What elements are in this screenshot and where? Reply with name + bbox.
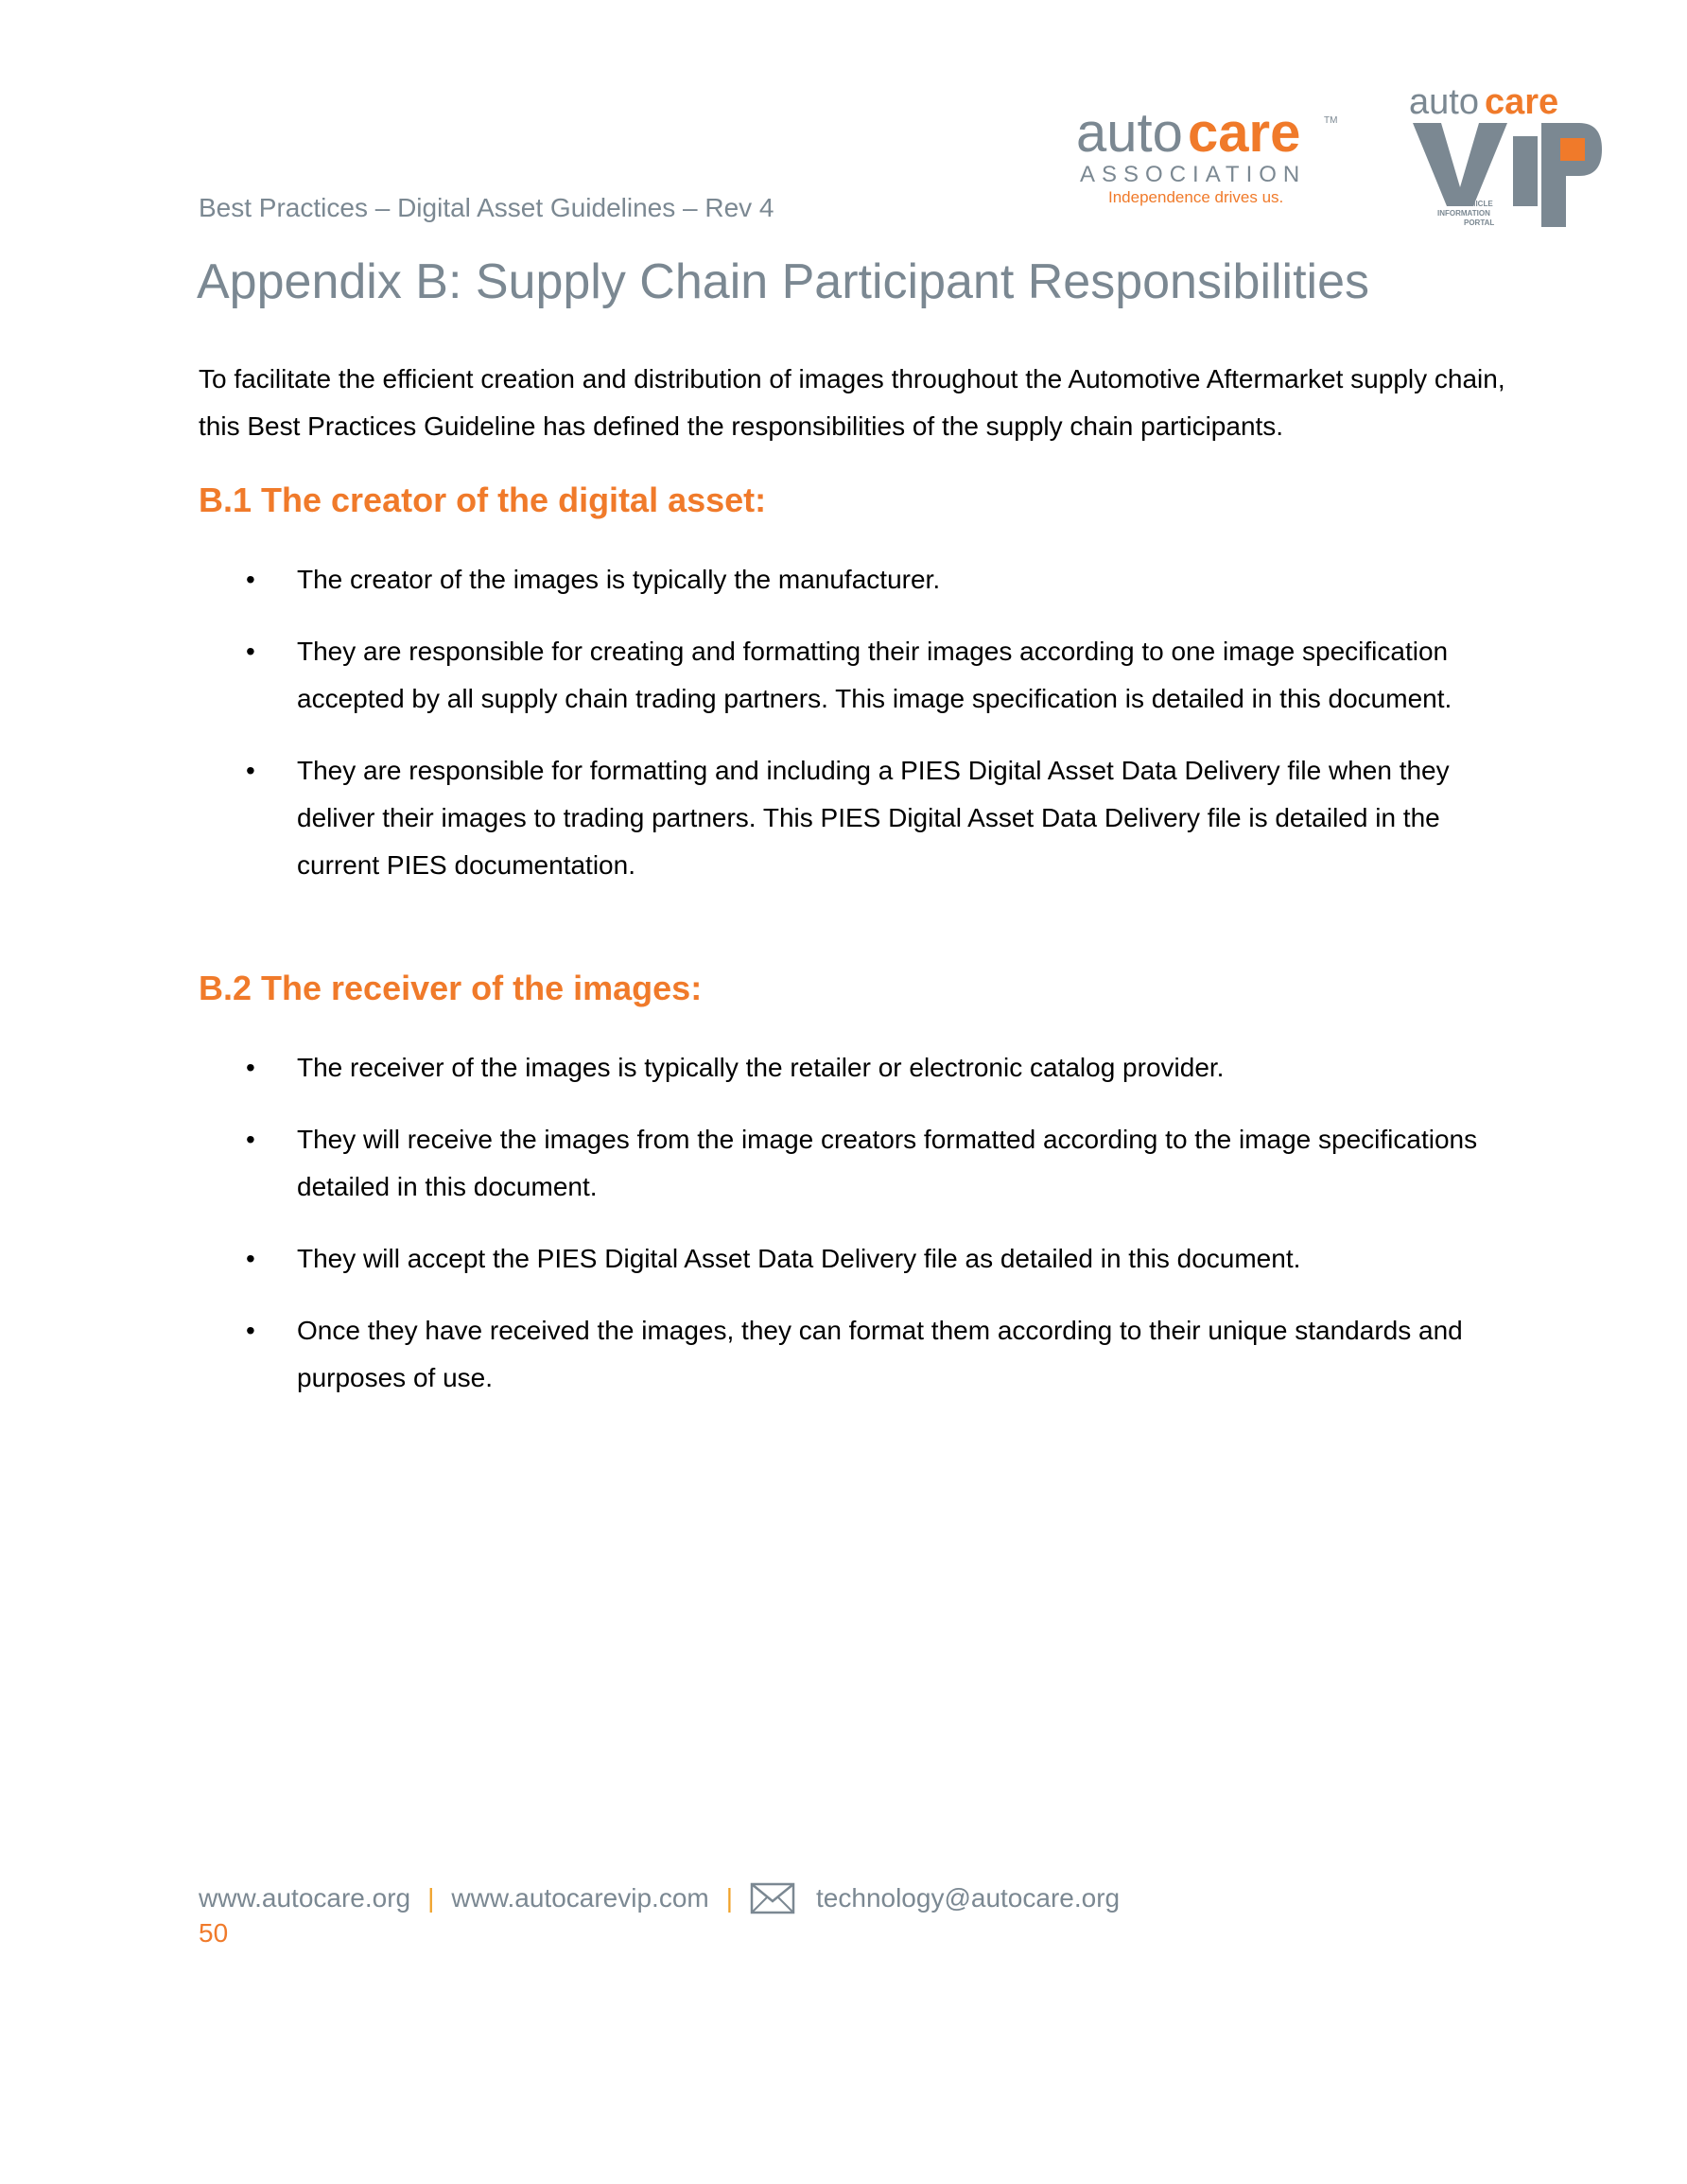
autocare-association-logo (1076, 102, 1343, 208)
vip-logo-care-text: care (1485, 82, 1559, 122)
list-item-text: The receiver of the images is typically the retailer or electronic catalog provider. (297, 1053, 1225, 1082)
page-footer (199, 1882, 1120, 1914)
list-item (199, 1307, 1513, 1402)
bullet-icon: • (246, 1053, 255, 1082)
bullet-icon: • (246, 637, 255, 666)
section-heading-b2: B.2 The receiver of the images: (199, 969, 703, 1007)
page-number: 50 (199, 1918, 229, 1948)
footer-website-autocarevip-link[interactable]: www.autocarevip.com (451, 1883, 709, 1913)
bullet-icon: • (246, 565, 255, 594)
list-item-text: The creator of the images is typically the manufacturer. (297, 565, 941, 594)
vip-v-shape (1413, 123, 1507, 206)
vip-line2-text: INFORMATION (1437, 209, 1490, 218)
bullet-icon: • (246, 1316, 255, 1345)
list-item-text: They are responsible for formatting and including a PIES Digital Asset Data Delivery file when they deliver their images to trading partners. This PIES Digital Asset Data Delivery file is detailed in the current PIES documentation. (297, 756, 1450, 880)
vip-i-shape (1513, 136, 1538, 206)
list-item (199, 1044, 1513, 1092)
section-heading-b1: B.1 The creator of the digital asset: (199, 480, 767, 519)
bullet-icon: • (246, 1244, 255, 1273)
list-item-text: They are responsible for creating and formatting their images according to one image specification accepted by all supply chain trading partners. This image specification is detailed in this document. (297, 637, 1452, 713)
list-item (199, 747, 1513, 889)
autocare-vip-logo (1409, 81, 1604, 233)
bullet-icon: • (246, 1125, 255, 1154)
bullet-list-b2 (199, 1044, 1513, 1426)
logo-auto-text: auto (1076, 102, 1183, 164)
vip-logo-auto-text: auto (1409, 82, 1479, 122)
vip-line3-text: PORTAL (1464, 218, 1495, 227)
footer-separator: | (427, 1883, 435, 1913)
footer-website-autocare-link[interactable]: www.autocare.org (199, 1883, 411, 1913)
list-item (199, 1235, 1513, 1283)
bullet-icon: • (246, 756, 255, 785)
logo-tagline-text: Independence drives us. (1108, 188, 1284, 206)
page-title: Appendix B: Supply Chain Participant Responsibilities (197, 254, 1370, 309)
list-item-text: They will accept the PIES Digital Asset Data Delivery file as detailed in this document. (297, 1244, 1301, 1273)
list-item (199, 1116, 1513, 1211)
footer-separator: | (725, 1883, 734, 1913)
list-item-text: They will receive the images from the image creators formatted according to the image specifications detailed in this document. (297, 1125, 1478, 1201)
list-item (199, 628, 1513, 723)
bullet-list-b1 (199, 556, 1513, 914)
list-item-text: Once they have received the images, they can format them according to their unique standards and purposes of use. (297, 1316, 1463, 1392)
logo-tm-text: TM (1324, 115, 1338, 126)
intro-paragraph: To facilitate the efficient creation and distribution of images throughout the Automotive Aftermarket supply chain, this Best Practices Guideline has defined the responsibilities of the supply chain participants. (199, 364, 1505, 441)
vip-line1-text: VEHICLE (1460, 200, 1493, 208)
mail-icon (750, 1882, 795, 1914)
list-item (199, 556, 1513, 603)
logo-care-text: care (1188, 102, 1301, 164)
vip-p-orange-square (1560, 138, 1585, 161)
footer-email-link[interactable]: technology@autocare.org (816, 1883, 1121, 1913)
logo-association-text: ASSOCIATION (1080, 162, 1307, 187)
page-header-subtitle: Best Practices – Digital Asset Guidelines – Rev 4 (199, 193, 774, 222)
